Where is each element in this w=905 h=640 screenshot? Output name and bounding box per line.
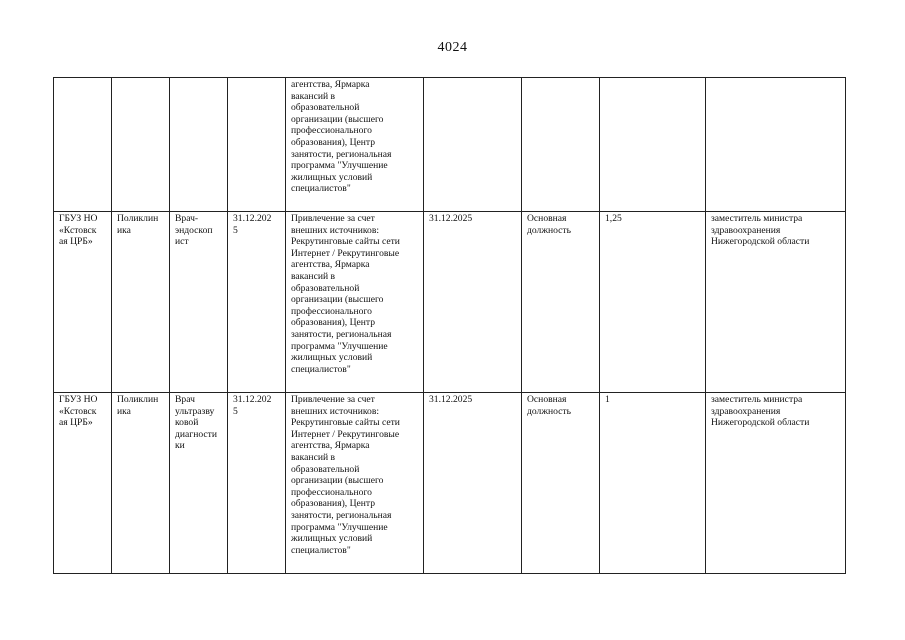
- cell-position-type: Основная должность: [522, 393, 600, 574]
- cell-organization: ГБУЗ НО «Кстовск ая ЦРБ»: [54, 393, 112, 574]
- cell-recruitment-method: агентства, Ярмарка вакансий в образовательной организации (высшего профессионального образования), Центр занятости, региональная программа "Улучшение жилищных условий специалистов": [286, 78, 424, 212]
- cell-deadline: [424, 78, 522, 212]
- cell-date: 31.12.202 5: [228, 393, 286, 574]
- cell-responsible: заместитель министра здравоохранения Нижегородской области: [706, 212, 846, 393]
- table-row: [54, 393, 846, 574]
- page-number: 4024: [437, 40, 468, 55]
- cell-department: Поликлин ика: [112, 212, 170, 393]
- cell-rate: 1: [600, 393, 706, 574]
- cell-recruitment-method: Привлечение за счет внешних источников: Рекрутинговые сайты сети Интернет / Рекрутинговые агентства, Ярмарка вакансий в образовательной организации (высшего профессионального образования), Центр занятости, региональная программа "Улучшение жилищных условий специалистов": [286, 393, 424, 574]
- cell-date: [228, 78, 286, 212]
- cell-rate: [600, 78, 706, 212]
- cell-position-type: Основная должность: [522, 212, 600, 393]
- cell-department: Поликлин ика: [112, 393, 170, 574]
- cell-position: Врач- эндоскоп ист: [170, 212, 228, 393]
- cell-deadline: 31.12.2025: [424, 393, 522, 574]
- cell-department: [112, 78, 170, 212]
- cell-date: 31.12.202 5: [228, 212, 286, 393]
- table-row: [54, 212, 846, 393]
- cell-deadline: 31.12.2025: [424, 212, 522, 393]
- cell-rate: 1,25: [600, 212, 706, 393]
- table-row-continued: [54, 78, 846, 212]
- cell-responsible: [706, 78, 846, 212]
- cell-position-type: [522, 78, 600, 212]
- vacancy-table: [53, 77, 846, 574]
- cell-organization: [54, 78, 112, 212]
- cell-position: Врач ультразву ковой диагности ки: [170, 393, 228, 574]
- cell-position: [170, 78, 228, 212]
- cell-responsible: заместитель министра здравоохранения Нижегородской области: [706, 393, 846, 574]
- cell-recruitment-method: Привлечение за счет внешних источников: Рекрутинговые сайты сети Интернет / Рекрутинговые агентства, Ярмарка вакансий в образовательной организации (высшего профессионального образования), Центр занятости, региональная программа "Улучшение жилищных условий специалистов": [286, 212, 424, 393]
- cell-organization: ГБУЗ НО «Кстовск ая ЦРБ»: [54, 212, 112, 393]
